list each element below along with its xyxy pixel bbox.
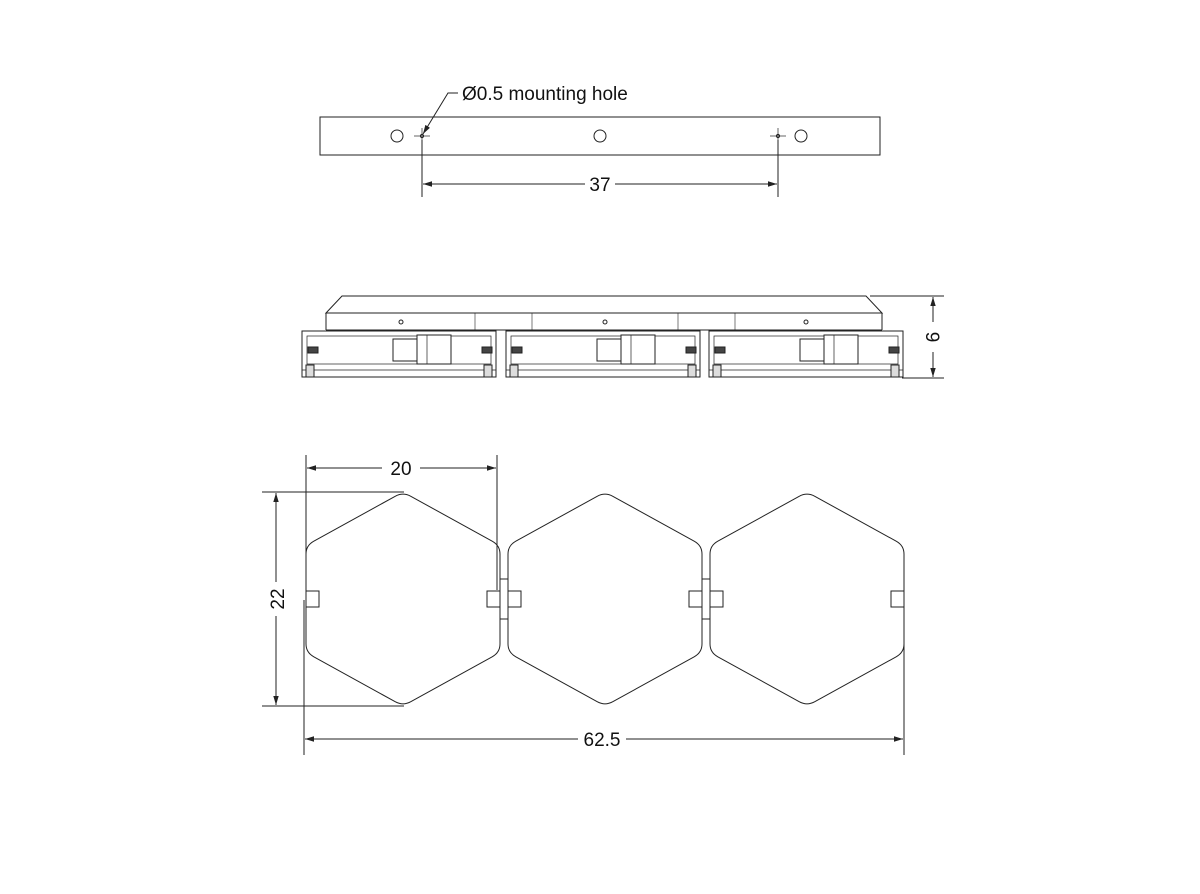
hole-spacing-label: 37 [589, 175, 611, 196]
side-view [326, 296, 882, 330]
mounting-bar [320, 117, 880, 155]
panel-height-label: 22 [268, 588, 289, 610]
module-clip [512, 347, 522, 353]
hole-leader-line [423, 93, 458, 134]
module-clip [686, 347, 696, 353]
module-connector [800, 339, 824, 361]
hex-outline [710, 494, 904, 704]
hex-panel [508, 494, 710, 704]
hex-clip-right [891, 591, 904, 607]
module-clip [715, 347, 725, 353]
top-cover [326, 296, 882, 313]
side-height-label: 9 [921, 331, 942, 343]
bar-hole-right [795, 130, 807, 142]
hex-panel [710, 494, 904, 704]
hex-outline [306, 494, 500, 704]
side-module [302, 331, 496, 377]
hex-panel [306, 494, 508, 704]
hex-clip-left [306, 591, 319, 607]
module-foot [510, 365, 518, 377]
bar-hole-left [391, 130, 403, 142]
module-connector [393, 339, 417, 361]
hex-clip-right [689, 591, 702, 607]
module-connector-body [621, 335, 655, 364]
side-module [506, 331, 700, 377]
module-foot [713, 365, 721, 377]
hex-connector-tab [702, 579, 710, 619]
module-connector [597, 339, 621, 361]
module-foot [688, 365, 696, 377]
module-clip [308, 347, 318, 353]
module-clip [482, 347, 492, 353]
total-width-label: 62.5 [583, 730, 621, 751]
front-view [306, 494, 904, 704]
side-modules [302, 331, 903, 377]
module-connector-body [417, 335, 451, 364]
hex-outline [508, 494, 702, 704]
hole-label: Ø0.5 mounting hole [462, 84, 628, 105]
module-foot [891, 365, 899, 377]
module-foot [484, 365, 492, 377]
hex-connector-tab [500, 579, 508, 619]
hex-clip-left [508, 591, 521, 607]
module-foot [306, 365, 314, 377]
hex-clip-right [487, 591, 500, 607]
bar-hole-center [594, 130, 606, 142]
side-module [709, 331, 903, 377]
module-clip [889, 347, 899, 353]
module-connector-body [824, 335, 858, 364]
hex-clip-left [710, 591, 723, 607]
front-dimensions [262, 455, 904, 755]
panel-width-label: 20 [390, 459, 412, 480]
